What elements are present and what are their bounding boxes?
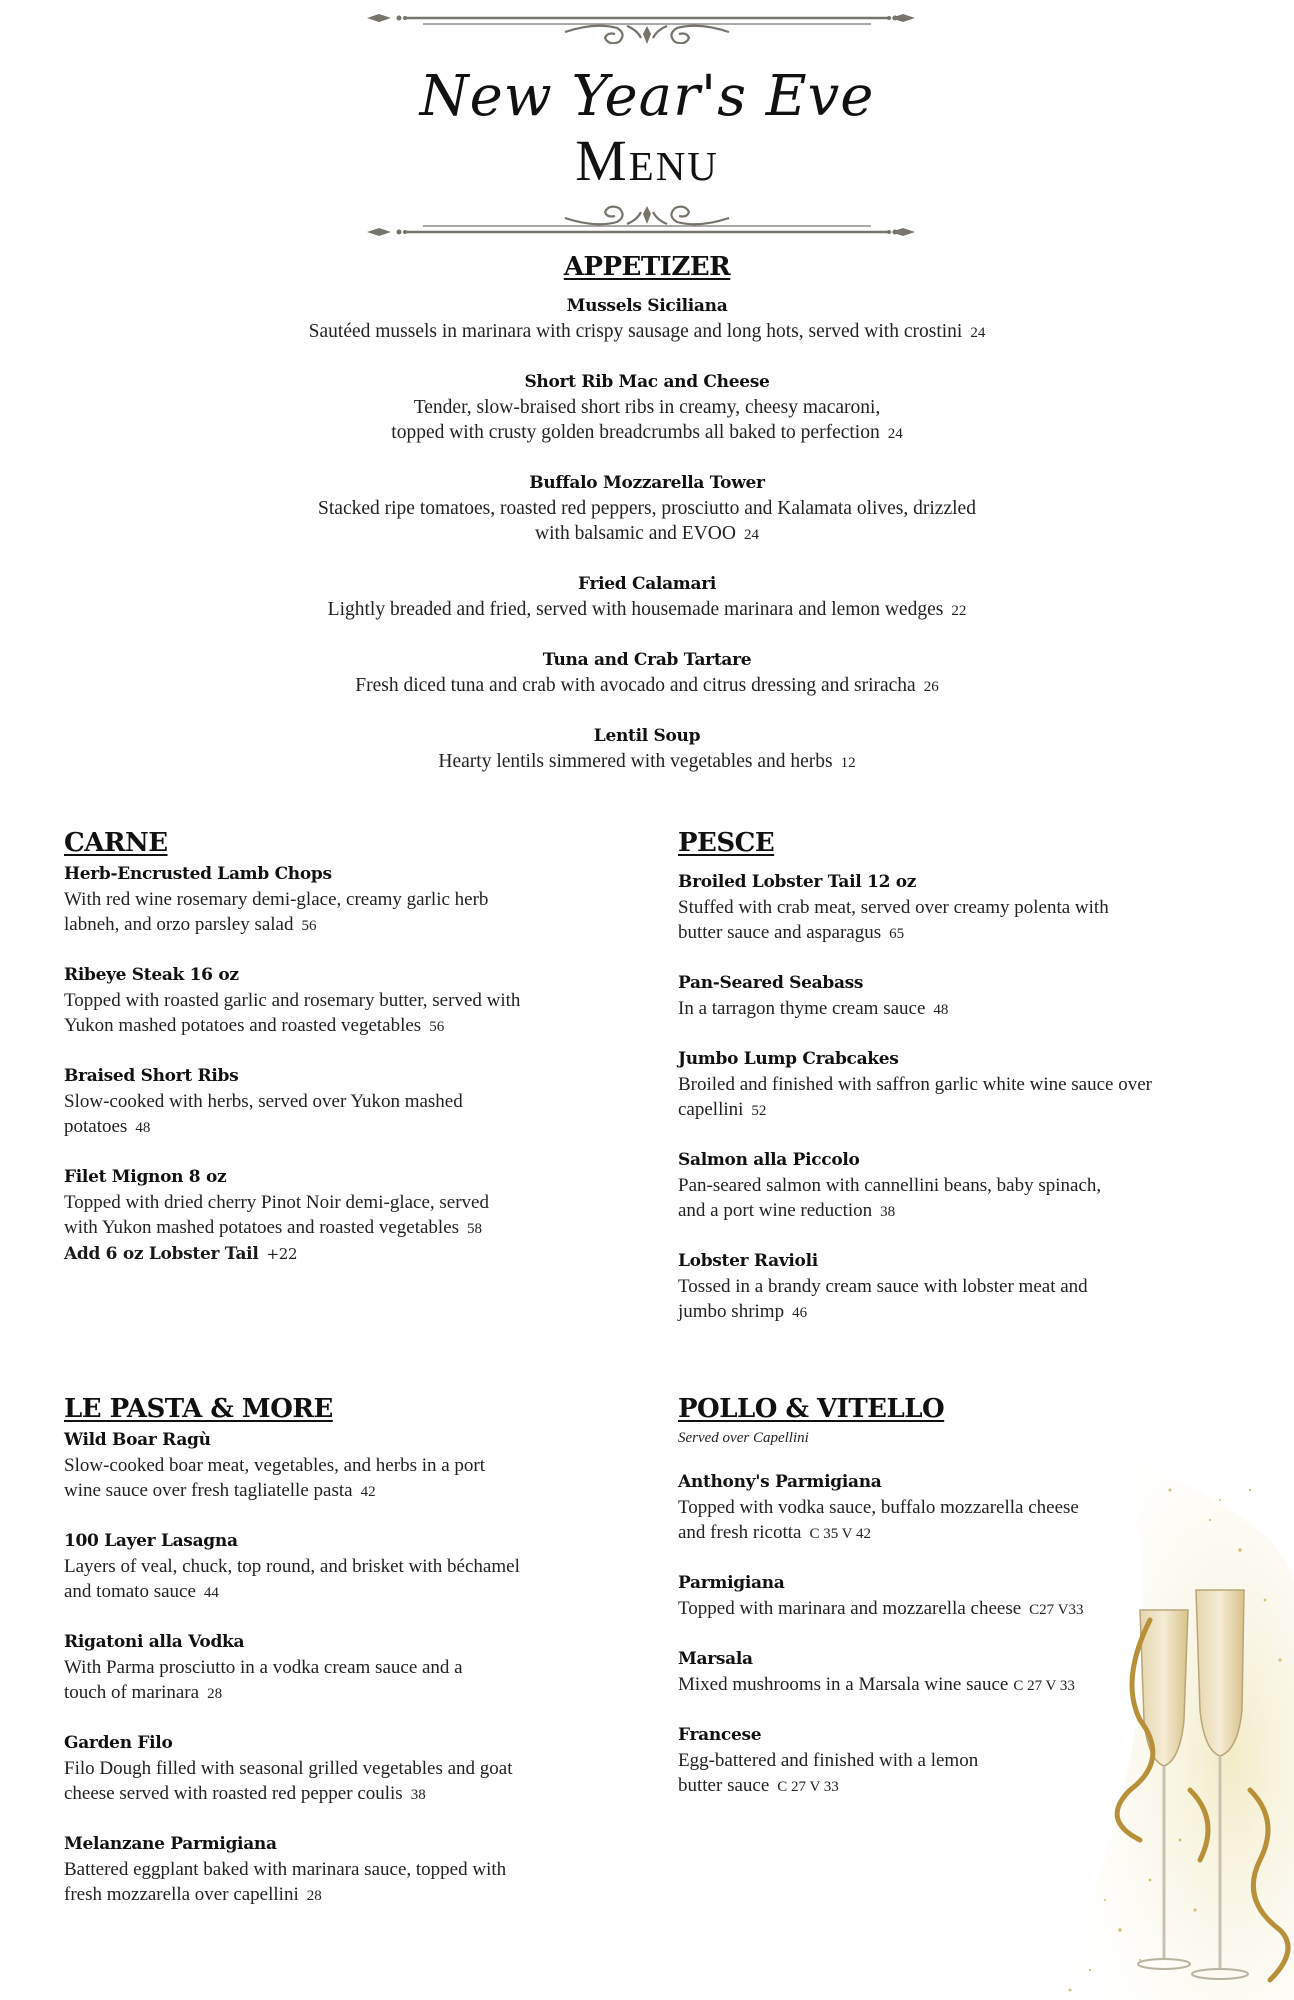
appetizer-section (0, 250, 1294, 800)
item-price: 28 (306, 1888, 322, 1904)
item-desc: Slow-cooked boar meat, vegetables, and herbs in a port (64, 1455, 486, 1476)
item-desc: Topped with dried cherry Pinot Noir demi-glace, served (64, 1192, 489, 1213)
item-desc: Tossed in a brandy cream sauce with lobster meat and (678, 1276, 1088, 1297)
item-desc: Yukon mashed potatoes and roasted vegetables 56 (64, 1015, 445, 1036)
menu-item (678, 1571, 1238, 1623)
item-desc: Sautéed mussels in marinara with crispy sausage and long hots, served with crostini 24 (308, 321, 986, 342)
item-desc: with Yukon mashed potatoes and roasted vegetables 58 (64, 1217, 483, 1238)
carne-section (64, 826, 624, 1267)
item-desc: Battered eggplant baked with marinara sauce, topped with (64, 1859, 507, 1880)
item-desc: fresh mozzarella over capellini 28 (64, 1884, 322, 1905)
item-desc: Tender, slow-braised short ribs in creamy, cheesy macaroni, (413, 397, 881, 418)
menu-item (678, 1047, 1238, 1124)
item-desc: Lightly breaded and fried, served with housemade marinara and lemon wedges 22 (327, 599, 967, 620)
item-desc: cheese served with roasted red pepper coulis 38 (64, 1783, 426, 1804)
item-desc: With Parma prosciutto in a vodka cream sauce and a (64, 1657, 463, 1678)
addon-price: +22 (266, 1245, 298, 1263)
item-name: Lobster Ravioli (678, 1251, 818, 1271)
menu-item (678, 1647, 1238, 1699)
item-name: Parmigiana (678, 1573, 785, 1593)
item-name: Lentil Soup (593, 726, 701, 746)
item-desc: with balsamic and EVOO 24 (535, 523, 759, 544)
item-name: Wild Boar Ragù (64, 1430, 211, 1450)
item-name: Rigatoni alla Vodka (64, 1632, 245, 1652)
item-price: 56 (301, 918, 317, 934)
appetizer-title: APPETIZER (563, 252, 731, 282)
pollo-section (678, 1392, 1238, 1824)
item-name: Jumbo Lump Crabcakes (678, 1049, 899, 1069)
menu-item (0, 648, 1294, 700)
item-price: 48 (135, 1120, 151, 1136)
item-name: Buffalo Mozzarella Tower (529, 473, 765, 493)
menu-item (0, 572, 1294, 624)
item-desc: In a tarragon thyme cream sauce 48 (678, 998, 949, 1019)
menu-item (678, 1723, 1238, 1800)
menu-item (678, 1470, 1238, 1547)
item-name: Mussels Siciliana (566, 296, 728, 316)
pesce-title: PESCE (678, 828, 775, 858)
menu-item (64, 1064, 624, 1141)
item-name: Filet Mignon 8 oz (64, 1167, 227, 1187)
item-desc: Fresh diced tuna and crab with avocado and citrus dressing and sriracha 26 (355, 675, 939, 696)
item-price: 26 (923, 679, 939, 695)
item-name: Broiled Lobster Tail 12 oz (678, 872, 917, 892)
item-desc: Filo Dough filled with seasonal grilled vegetables and goat (64, 1758, 513, 1779)
item-desc: Stuffed with crab meat, served over creamy polenta with (678, 897, 1109, 918)
item-price: 42 (360, 1484, 376, 1500)
menu-item (678, 971, 1238, 1023)
item-name: Marsala (678, 1649, 753, 1669)
item-desc: With red wine rosemary demi-glace, creamy garlic herb (64, 889, 489, 910)
item-name: Salmon alla Piccolo (678, 1150, 860, 1170)
menu-item (64, 1832, 624, 1909)
pollo-subtitle: Served over Capellini (678, 1430, 809, 1446)
item-price: 65 (889, 926, 905, 942)
item-desc: potatoes 48 (64, 1116, 151, 1137)
item-desc: Broiled and finished with saffron garlic white wine sauce over (678, 1074, 1152, 1095)
item-desc: butter sauce and asparagus 65 (678, 922, 905, 943)
item-desc: wine sauce over fresh tagliatelle pasta 42 (64, 1480, 376, 1501)
item-desc: and tomato sauce 44 (64, 1581, 219, 1602)
item-price: 24 (743, 527, 759, 543)
item-desc: labneh, and orzo parsley salad 56 (64, 914, 317, 935)
item-price: C 27 V 33 (1013, 1678, 1075, 1694)
item-name: Melanzane Parmigiana (64, 1834, 277, 1854)
ornament-bottom-icon (365, 204, 929, 244)
item-price: 38 (880, 1204, 896, 1220)
item-price: 44 (203, 1585, 219, 1601)
item-name: Francese (678, 1725, 762, 1745)
menu-title-script: New Year's Eve (419, 64, 875, 129)
item-price: 22 (951, 603, 967, 619)
item-desc: touch of marinara 28 (64, 1682, 223, 1703)
item-desc: Stacked ripe tomatoes, roasted red peppers, prosciutto and Kalamata olives, drizzled (318, 498, 976, 519)
item-name: Short Rib Mac and Cheese (524, 372, 770, 392)
pollo-title: POLLO & VITELLO (678, 1394, 945, 1424)
item-desc: jumbo shrimp 46 (678, 1301, 808, 1322)
menu-item (64, 1731, 624, 1808)
item-desc: Egg-battered and finished with a lemon (678, 1750, 979, 1771)
menu-item (64, 1630, 624, 1707)
menu-item (64, 1428, 624, 1505)
item-desc: Topped with roasted garlic and rosemary butter, served with (64, 990, 521, 1011)
menu-title-main: Menu (575, 128, 719, 193)
item-name: Pan-Seared Seabass (678, 973, 864, 993)
menu-item (0, 724, 1294, 776)
item-desc: Pan-seared salmon with cannellini beans, baby spinach, (678, 1175, 1102, 1196)
carne-title: CARNE (64, 828, 168, 858)
item-price: C 27 V 33 (777, 1779, 839, 1795)
item-price: 58 (467, 1221, 483, 1237)
item-price: 24 (887, 426, 903, 442)
item-price: 38 (410, 1787, 426, 1803)
menu-item (64, 1165, 624, 1267)
item-desc: butter sauce C 27 V 33 (678, 1775, 839, 1796)
item-price: 48 (933, 1002, 949, 1018)
pasta-title: LE PASTA & MORE (64, 1394, 333, 1424)
item-name: 100 Layer Lasagna (64, 1531, 238, 1551)
item-desc: Topped with marinara and mozzarella cheese C27 V33 (678, 1598, 1084, 1619)
item-desc: Slow-cooked with herbs, served over Yukon mashed (64, 1091, 463, 1112)
item-price: C 35 V 42 (809, 1526, 871, 1542)
item-price: 52 (751, 1103, 767, 1119)
menu-item (0, 471, 1294, 548)
item-name: Ribeye Steak 16 oz (64, 965, 239, 985)
item-name: Garden Filo (64, 1733, 173, 1753)
item-price: 12 (840, 755, 856, 771)
ornament-top-icon (365, 4, 929, 44)
item-name: Anthony's Parmigiana (678, 1472, 882, 1492)
pasta-section (64, 1392, 624, 1933)
menu-item (678, 870, 1238, 947)
menu-item (678, 1249, 1238, 1326)
item-desc: and fresh ricotta C 35 V 42 (678, 1522, 871, 1543)
item-name: Fried Calamari (577, 574, 717, 594)
addon-lobster-tail: Add 6 oz Lobster Tail +22 (64, 1244, 298, 1264)
item-desc: Layers of veal, chuck, top round, and brisket with béchamel (64, 1556, 520, 1577)
item-name: Herb-Encrusted Lamb Chops (64, 864, 332, 884)
item-desc: capellini 52 (678, 1099, 767, 1120)
item-desc: Hearty lentils simmered with vegetables and herbs 12 (438, 751, 856, 772)
menu-item (678, 1148, 1238, 1225)
item-price: 46 (792, 1305, 808, 1321)
menu-item (64, 963, 624, 1040)
item-price: 24 (970, 325, 986, 341)
item-price: 28 (207, 1686, 223, 1702)
item-desc: Topped with vodka sauce, buffalo mozzarella cheese (678, 1497, 1079, 1518)
item-desc: and a port wine reduction 38 (678, 1200, 896, 1221)
item-desc: Mixed mushrooms in a Marsala wine sauce C 27 V 33 (678, 1674, 1075, 1695)
menu-item (64, 862, 624, 939)
item-name: Braised Short Ribs (64, 1066, 239, 1086)
menu-item (64, 1529, 624, 1606)
item-name: Tuna and Crab Tartare (542, 650, 752, 670)
item-price: 56 (429, 1019, 445, 1035)
item-price: C27 V33 (1029, 1602, 1084, 1618)
menu-item (0, 294, 1294, 346)
pesce-section (678, 826, 1238, 1350)
menu-item (0, 370, 1294, 447)
item-desc: topped with crusty golden breadcrumbs all baked to perfection 24 (391, 422, 903, 443)
